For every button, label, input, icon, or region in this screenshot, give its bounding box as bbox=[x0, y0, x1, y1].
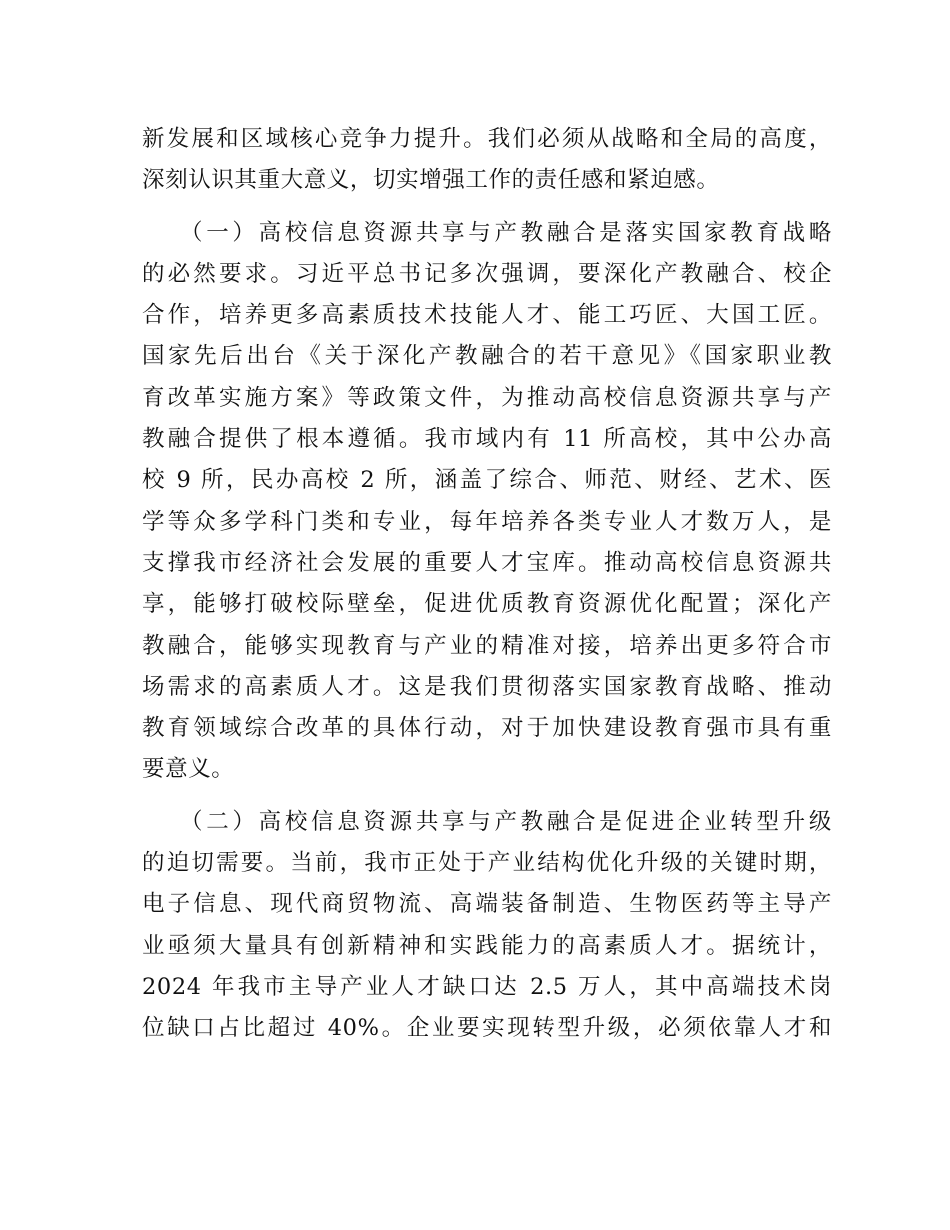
text-line: 享，能够打破校际壁垒，促进优质教育资源优化配置；深化产 bbox=[142, 591, 832, 618]
paragraph bbox=[142, 213, 832, 791]
text-line: 教融合提供了根本遵循。我市域内有 11 所高校，其中公办高 bbox=[142, 426, 832, 453]
text-line: 教融合，能够实现教育与产业的精准对接，培养出更多符合市 bbox=[142, 632, 832, 659]
text-line: 校 9 所，民办高校 2 所，涵盖了综合、师范、财经、艺术、医 bbox=[142, 467, 832, 494]
text-line: 的迫切需要。当前，我市正处于产业结构优化升级的关键时期， bbox=[142, 850, 832, 877]
paragraph bbox=[142, 802, 832, 1050]
text-line: 育改革实施方案》等政策文件，为推动高校信息资源共享与产 bbox=[142, 384, 832, 411]
paragraph bbox=[142, 119, 832, 202]
text-line: 要意义。 bbox=[142, 756, 235, 783]
text-line: （二）高校信息资源共享与产教融合是促进企业转型升级 bbox=[180, 808, 832, 835]
text-line: 支撑我市经济社会发展的重要人才宝库。推动高校信息资源共 bbox=[142, 549, 832, 576]
text-line: 国家先后出台《关于深化产教融合的若干意见》《国家职业教 bbox=[142, 343, 832, 370]
text-line: 的必然要求。习近平总书记多次强调，要深化产教融合、校企 bbox=[142, 260, 832, 287]
text-line: 2024 年我市主导产业人才缺口达 2.5 万人，其中高端技术岗 bbox=[142, 973, 832, 1000]
text-line: 电子信息、现代商贸物流、高端装备制造、生物医药等主导产 bbox=[142, 891, 832, 918]
text-line: 新发展和区域核心竞争力提升。我们必须从战略和全局的高度， bbox=[142, 126, 832, 152]
text-line: （一）高校信息资源共享与产教融合是落实国家教育战略 bbox=[180, 219, 832, 246]
text-line: 合作，培养更多高素质技术技能人才、能工巧匠、大国工匠。 bbox=[142, 302, 832, 329]
document-body bbox=[142, 119, 832, 1050]
text-line: 深刻认识其重大意义，切实增强工作的责任感和紧迫感。 bbox=[142, 167, 720, 194]
text-line: 业亟须大量具有创新精神和实践能力的高素质人才。据统计， bbox=[142, 932, 832, 959]
text-line: 位缺口占比超过 40%。企业要实现转型升级，必须依靠人才和 bbox=[142, 1015, 832, 1042]
text-line: 教育领域综合改革的具体行动，对于加快建设教育强市具有重 bbox=[142, 715, 832, 742]
text-line: 学等众多学科门类和专业，每年培养各类专业人才数万人，是 bbox=[142, 508, 832, 535]
text-line: 场需求的高素质人才。这是我们贯彻落实国家教育战略、推动 bbox=[142, 673, 832, 700]
